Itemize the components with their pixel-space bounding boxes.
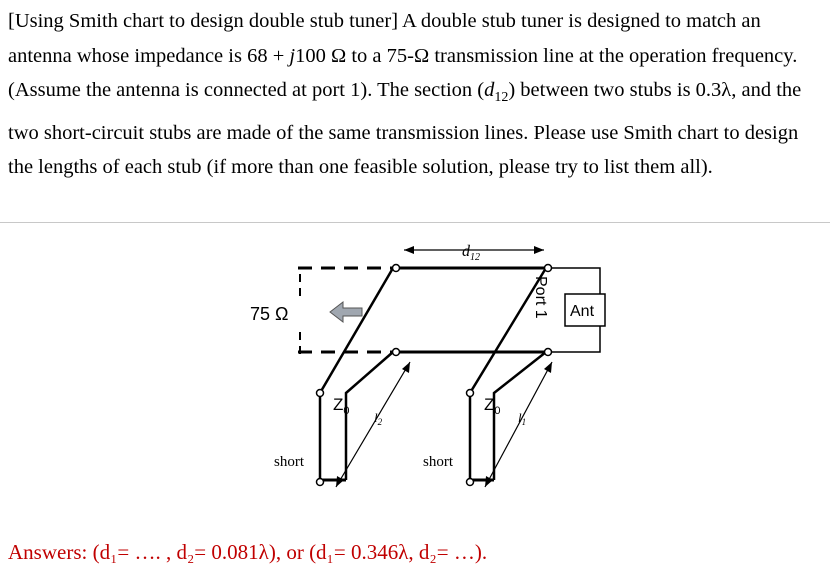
answer-line: Answers: (d₁= …. , d₂= 0.081λ), or (d₁= 0.346λ, d₂= …). <box>8 540 488 564</box>
stub2-outer-conductor <box>320 268 393 480</box>
terminal <box>393 265 400 272</box>
terminal <box>545 265 552 272</box>
imaginary-unit: j <box>289 44 296 67</box>
arrow-head <box>404 246 414 254</box>
d12-symbol: d <box>484 79 495 102</box>
arrow-head <box>534 246 544 254</box>
stub1-z0-z: Z <box>484 395 495 414</box>
d12-subscript: 12 <box>494 90 509 106</box>
l1-label-sub: 1 <box>521 417 527 427</box>
stub2-short-label: short <box>274 454 304 470</box>
d12-label <box>462 243 480 263</box>
l2-label-sub: 2 <box>377 417 383 427</box>
terminal <box>467 479 474 486</box>
terminal <box>393 349 400 356</box>
source-direction-arrow-icon <box>330 302 362 322</box>
terminal <box>317 479 324 486</box>
l2-label-l: l <box>374 410 378 425</box>
problem-text-2: 100 Ω to a 75-Ω transmission line at the operation frequency. (Assume the antenna is connected at port 1). The section ( <box>8 44 798 102</box>
port1-label: Port 1 <box>532 276 549 319</box>
stub2-inner-conductor <box>346 352 393 480</box>
terminal <box>317 390 324 397</box>
problem-title: [Using Smith chart to design double stub tuner] <box>8 10 399 32</box>
terminal <box>467 390 474 397</box>
d12-label-d: d <box>462 243 470 260</box>
d12-label-sub: 12 <box>470 252 480 263</box>
arrow-head <box>544 362 552 373</box>
problem-text-1: A double stub tuner is designed to match an antenna whose impedance is 68 + <box>8 10 761 67</box>
stub1-z0-label <box>484 395 501 417</box>
l2-label <box>374 410 383 427</box>
source-impedance-label: 75 Ω <box>250 304 289 324</box>
terminal <box>545 349 552 356</box>
stub2-z0-sub: 0 <box>343 405 350 417</box>
stub1-z0-sub: 0 <box>494 405 501 417</box>
stub1-short-label: short <box>423 454 453 470</box>
antenna-label: Ant <box>570 303 595 320</box>
problem-text-3: ) between two stubs is 0.3λ, and the two short-circuit stubs are made of the same transmission lines. Please use Smith chart to design the lengths of each stub (if more than one feasible solution, please try to list them all). <box>8 79 802 179</box>
arrow-head <box>402 362 410 373</box>
stub2-z0-z: Z <box>333 395 344 414</box>
l1-label-l: l <box>518 410 522 425</box>
